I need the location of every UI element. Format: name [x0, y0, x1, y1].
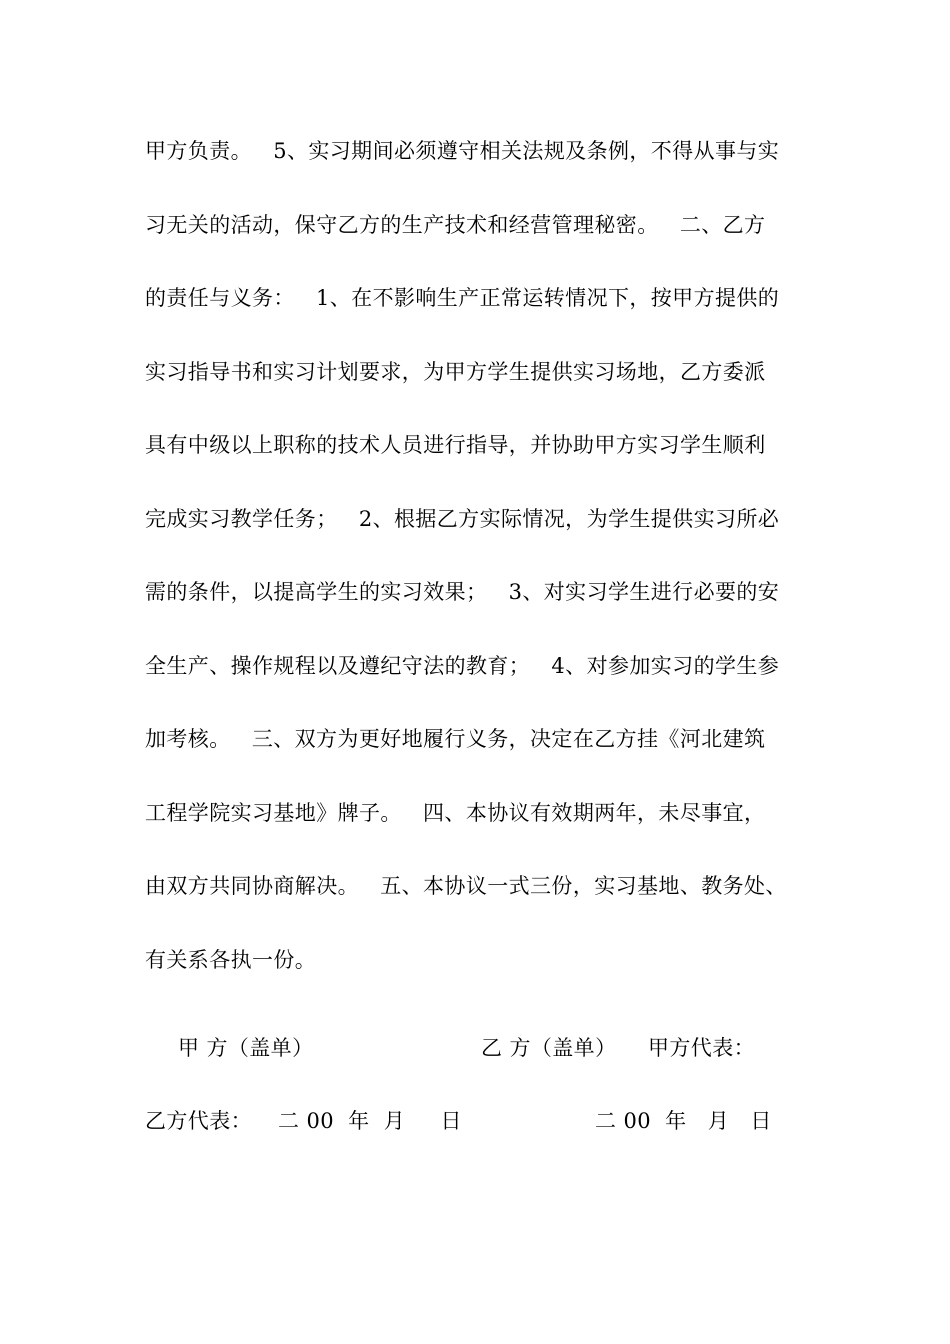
party-a-seal-label: 甲 方（盖单）	[178, 1036, 314, 1060]
text-line: 需的条件，以提高学生的实习效果； 3、对实习学生进行必要的安	[145, 580, 780, 604]
text-line: 有关系各执一份。	[145, 947, 317, 972]
text-line: 的责任与义务： 1、在不影响生产正常运转情况下，按甲方提供的	[145, 286, 780, 310]
text-line: 实习指导书和实习计划要求，为甲方学生提供实习场地，乙方委派	[145, 359, 766, 384]
text-line: 具有中级以上职称的技术人员进行指导，并协助甲方实习学生顺利	[145, 433, 766, 457]
text-line: 甲方负责。 5、实习期间必须遵守相关法规及条例，不得从事与实	[145, 139, 780, 163]
party-b-date: 二 00 年 月 日	[595, 1109, 772, 1133]
party-a-representative-label: 甲方代表：	[648, 1036, 755, 1060]
text-line: 由双方共同协商解决。 五、本协议一式三份，实习基地、教务处、	[145, 874, 787, 898]
text-line: 全生产、操作规程以及遵纪守法的教育； 4、对参加实习的学生参	[145, 653, 780, 678]
party-a-date: 二 00 年 月 日	[278, 1109, 462, 1133]
text-line: 工程学院实习基地》牌子。 四、本协议有效期两年，未尽事宜，	[145, 800, 766, 825]
party-b-seal-label: 乙 方（盖单）	[481, 1036, 617, 1060]
text-line: 习无关的活动，保守乙方的生产技术和经营管理秘密。 二、乙方	[145, 212, 766, 237]
agreement-body	[145, 123, 810, 1005]
text-line: 加考核。 三、双方为更好地履行义务，决定在乙方挂《河北建筑	[145, 727, 766, 751]
text-line: 完成实习教学任务； 2、根据乙方实际情况，为学生提供实习所必	[145, 506, 780, 531]
party-b-representative-label: 乙方代表：	[145, 1109, 252, 1133]
